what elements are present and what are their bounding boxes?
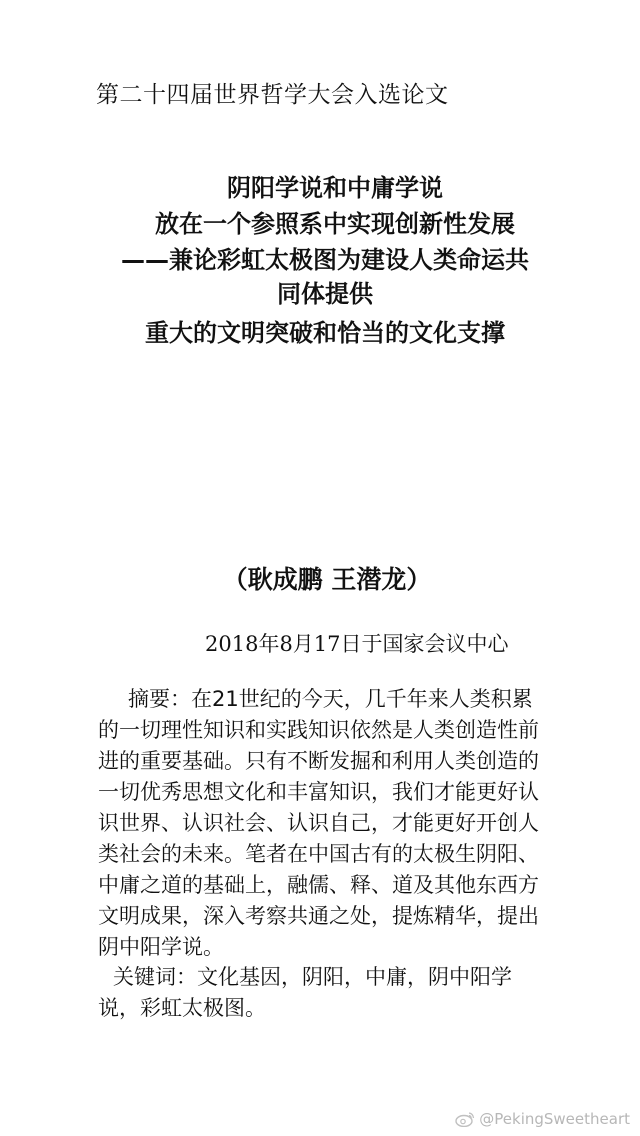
watermark-handle: @PekingSweetheart xyxy=(479,1110,630,1128)
conference-label: 第二十四届世界哲学大会入选论文 xyxy=(96,82,449,108)
watermark xyxy=(455,1110,630,1128)
authors-text: （耿成鹏 王潜龙） xyxy=(222,565,432,594)
date-location: 2018年8月17日于国家会议中心 xyxy=(205,632,509,656)
title-line-1: 阴阳学说和中庸学说 xyxy=(227,174,443,202)
title-line-2: 放在一个参照系中实现创新性发展 xyxy=(155,210,515,238)
abstract-paragraph: 摘要：在21世纪的今天，几千年来人类积累的一切理性知识和实践知识依然是人类创造性前进的重要基础。只有不断发掘和利用人类创造的一切优秀思想文化和丰富知识，我们才能更好认识世界、认识社会、认识自己，才能更好开创人类社会的未来。笔者在中国古有的太极生阴阳、中庸之道的基础上，融儒、释、道及其他东西方文明成果，深入考察共通之处，提炼精华，提出阴中阳学说。 xyxy=(98,687,539,959)
keywords-paragraph: 关键词：文化基因，阴阳，中庸，阴中阳学说，彩虹太极图。 xyxy=(98,965,512,1020)
authors xyxy=(0,560,640,596)
title-line-3: ——兼论彩虹太极图为建设人类命运共 xyxy=(121,246,529,274)
title-line-5: 重大的文明突破和恰当的文化支撑 xyxy=(145,319,505,347)
title-line-4: 同体提供 xyxy=(277,280,373,308)
paper-title xyxy=(0,170,640,356)
weibo-icon xyxy=(455,1111,475,1127)
